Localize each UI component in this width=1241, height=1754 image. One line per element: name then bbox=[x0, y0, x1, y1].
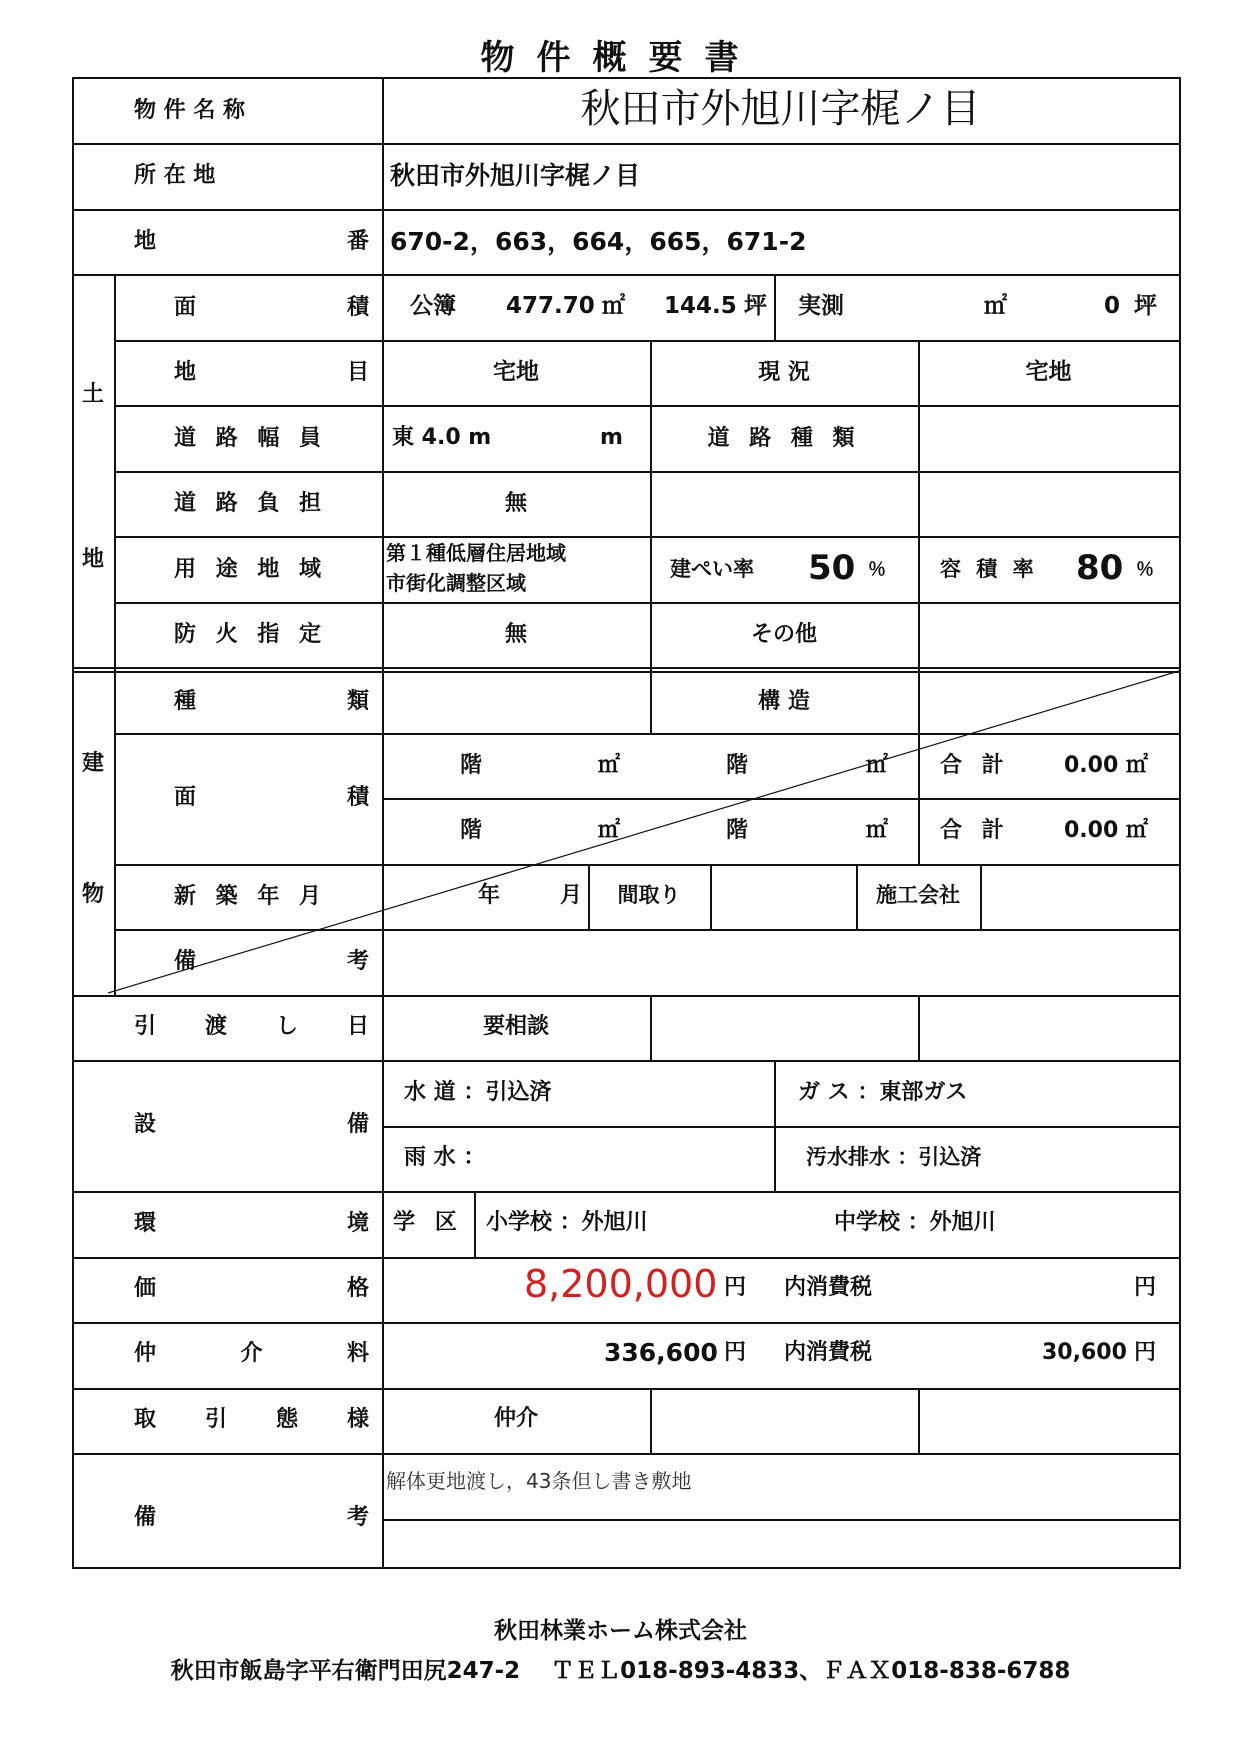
label-other: その他 bbox=[750, 622, 817, 647]
elementary-school: 小学校 ：外旭川 bbox=[486, 1210, 648, 1235]
brokerage-tax-value: 30,600 bbox=[1042, 1340, 1127, 1365]
total-1-unit: ㎡ bbox=[1126, 753, 1149, 778]
far-percent: ％ bbox=[1136, 559, 1154, 580]
coverage-percent: ％ bbox=[868, 559, 886, 580]
land-group-label-bottom: 地 bbox=[82, 547, 105, 572]
unit-a2: ㎡ bbox=[866, 753, 889, 778]
company-name: 秋田林業ホーム株式会社 bbox=[494, 1618, 747, 1644]
label-building-area: 面 積 bbox=[174, 785, 369, 810]
label-location: 所 在 地 bbox=[134, 163, 216, 188]
floor-a2: 階 bbox=[726, 753, 749, 778]
document-title: 物件概要書 bbox=[480, 38, 761, 78]
label-area: 面 積 bbox=[174, 295, 369, 320]
label-fire-zone: 防 火 指 定 bbox=[174, 622, 327, 647]
unit-a1: ㎡ bbox=[598, 753, 621, 778]
brokerage-yen: 円 bbox=[724, 1340, 747, 1365]
built-month-unit: 月 bbox=[560, 883, 583, 908]
building-group-label-bottom: 物 bbox=[82, 882, 105, 907]
label-price: 価 格 bbox=[134, 1276, 369, 1301]
label-floor-plan: 間取り bbox=[617, 883, 681, 907]
area-actual-tsubo-unit: 坪 bbox=[1134, 293, 1157, 319]
road-burden-value: 無 bbox=[504, 491, 527, 516]
lot-number-value: 670-2，663，664，665，671-2 bbox=[390, 227, 807, 256]
rainwater-value: 雨 水 ： bbox=[404, 1145, 486, 1170]
label-structure: 構 造 bbox=[758, 689, 810, 714]
gas-value: ガ ス ：東部ガス bbox=[798, 1080, 968, 1105]
floor-a1: 階 bbox=[460, 753, 483, 778]
land-group-label-top: 土 bbox=[82, 382, 105, 407]
brokerage-tax-label: 内消費税 bbox=[784, 1340, 873, 1365]
label-road-type: 道 路 種 類 bbox=[707, 426, 861, 451]
transaction-value: 仲介 bbox=[493, 1406, 538, 1431]
area-actual-unit-m2: ㎡ bbox=[984, 293, 1007, 319]
label-far: 容 積 率 bbox=[940, 557, 1038, 581]
label-land-category: 地 目 bbox=[174, 360, 369, 385]
floor-b1: 階 bbox=[460, 818, 483, 843]
label-built-year: 新 築 年 月 bbox=[174, 884, 327, 909]
area-unit-m2: ㎡ bbox=[602, 293, 625, 319]
label-road-width: 道 路 幅 員 bbox=[174, 426, 327, 451]
tsubo-unit: 坪 bbox=[744, 293, 767, 319]
coverage-value: 50 bbox=[808, 548, 856, 588]
land-category-value: 宅地 bbox=[493, 359, 539, 385]
label-building-type: 種 類 bbox=[174, 689, 369, 714]
area-kobo-m2: 477.70 bbox=[506, 293, 595, 319]
built-year-unit: 年 bbox=[478, 883, 501, 908]
property-summary-table bbox=[72, 77, 1181, 1569]
unit-b2: ㎡ bbox=[866, 818, 889, 843]
location-value: 秋田市外旭川字梶ノ目 bbox=[390, 161, 641, 190]
total-2-value: 0.00 bbox=[1064, 818, 1119, 843]
label-handover: 引 渡 し 日 bbox=[134, 1014, 369, 1039]
label-brokerage: 仲 介 料 bbox=[134, 1341, 369, 1366]
label-current-status: 現 況 bbox=[758, 360, 810, 385]
price-value: 8,200,000 bbox=[524, 1262, 718, 1306]
water-value: 水 道 ：引込済 bbox=[404, 1080, 552, 1105]
total-2-unit: ㎡ bbox=[1126, 818, 1149, 843]
company-address-contact: 秋田市飯島字平右衛門田尻247-2 ＴＥＬ018-893-4833、ＦＡＸ018-838-6788 bbox=[170, 1658, 1071, 1684]
property-name-value: 秋田市外旭川字梶ノ目 bbox=[580, 86, 981, 132]
sewage-value: 汚水排水 ：引込済 bbox=[806, 1145, 982, 1169]
total-1-value: 0.00 bbox=[1064, 753, 1119, 778]
label-transaction: 取 引 態 様 bbox=[134, 1407, 369, 1432]
label-school-district: 学 区 bbox=[393, 1210, 463, 1235]
unit-b1: ㎡ bbox=[598, 818, 621, 843]
road-width-unit2: m bbox=[600, 425, 623, 450]
building-group-label-top: 建 bbox=[82, 751, 105, 776]
area-kobo-tsubo: 144.5 bbox=[664, 293, 737, 319]
price-tax-label: 内消費税 bbox=[784, 1275, 873, 1300]
area-actual-label: 実測 bbox=[798, 293, 844, 319]
brokerage-tax-yen: 円 bbox=[1134, 1340, 1157, 1365]
price-tax-yen: 円 bbox=[1134, 1275, 1157, 1300]
area-actual-tsubo: 0 bbox=[1104, 293, 1121, 319]
label-zoning: 用 途 地 域 bbox=[174, 557, 327, 582]
far-value: 80 bbox=[1076, 548, 1124, 588]
label-building-remarks: 備 考 bbox=[174, 949, 369, 974]
price-yen: 円 bbox=[724, 1275, 747, 1300]
label-builder: 施工会社 bbox=[876, 883, 960, 907]
label-remarks: 備 考 bbox=[134, 1505, 369, 1530]
area-kobo-label: 公簿 bbox=[410, 293, 456, 319]
zoning-line2: 市街化調整区域 bbox=[386, 571, 526, 595]
fire-zone-value: 無 bbox=[504, 622, 527, 647]
current-status-value: 宅地 bbox=[1025, 359, 1072, 385]
road-width-value: 東 4.0 m bbox=[392, 425, 492, 450]
label-lot-number: 地 番 bbox=[134, 229, 369, 254]
label-total-2: 合 計 bbox=[940, 818, 1010, 843]
remarks-value: 解体更地渡し，43条但し書き敷地 bbox=[386, 1469, 692, 1493]
label-coverage: 建ぺい率 bbox=[670, 557, 754, 581]
label-property-name: 物 件 名 称 bbox=[134, 98, 245, 123]
label-facilities: 設 備 bbox=[134, 1112, 369, 1137]
junior-high-school: 中学校 ：外旭川 bbox=[834, 1210, 996, 1235]
label-total-1: 合 計 bbox=[940, 753, 1010, 778]
label-environment: 環 境 bbox=[134, 1211, 369, 1236]
handover-value: 要相談 bbox=[482, 1014, 549, 1039]
brokerage-value: 336,600 bbox=[604, 1338, 718, 1367]
floor-b2: 階 bbox=[726, 818, 749, 843]
zoning-line1: 第１種低層住居地域 bbox=[386, 541, 566, 565]
label-road-burden: 道 路 負 担 bbox=[174, 491, 327, 516]
